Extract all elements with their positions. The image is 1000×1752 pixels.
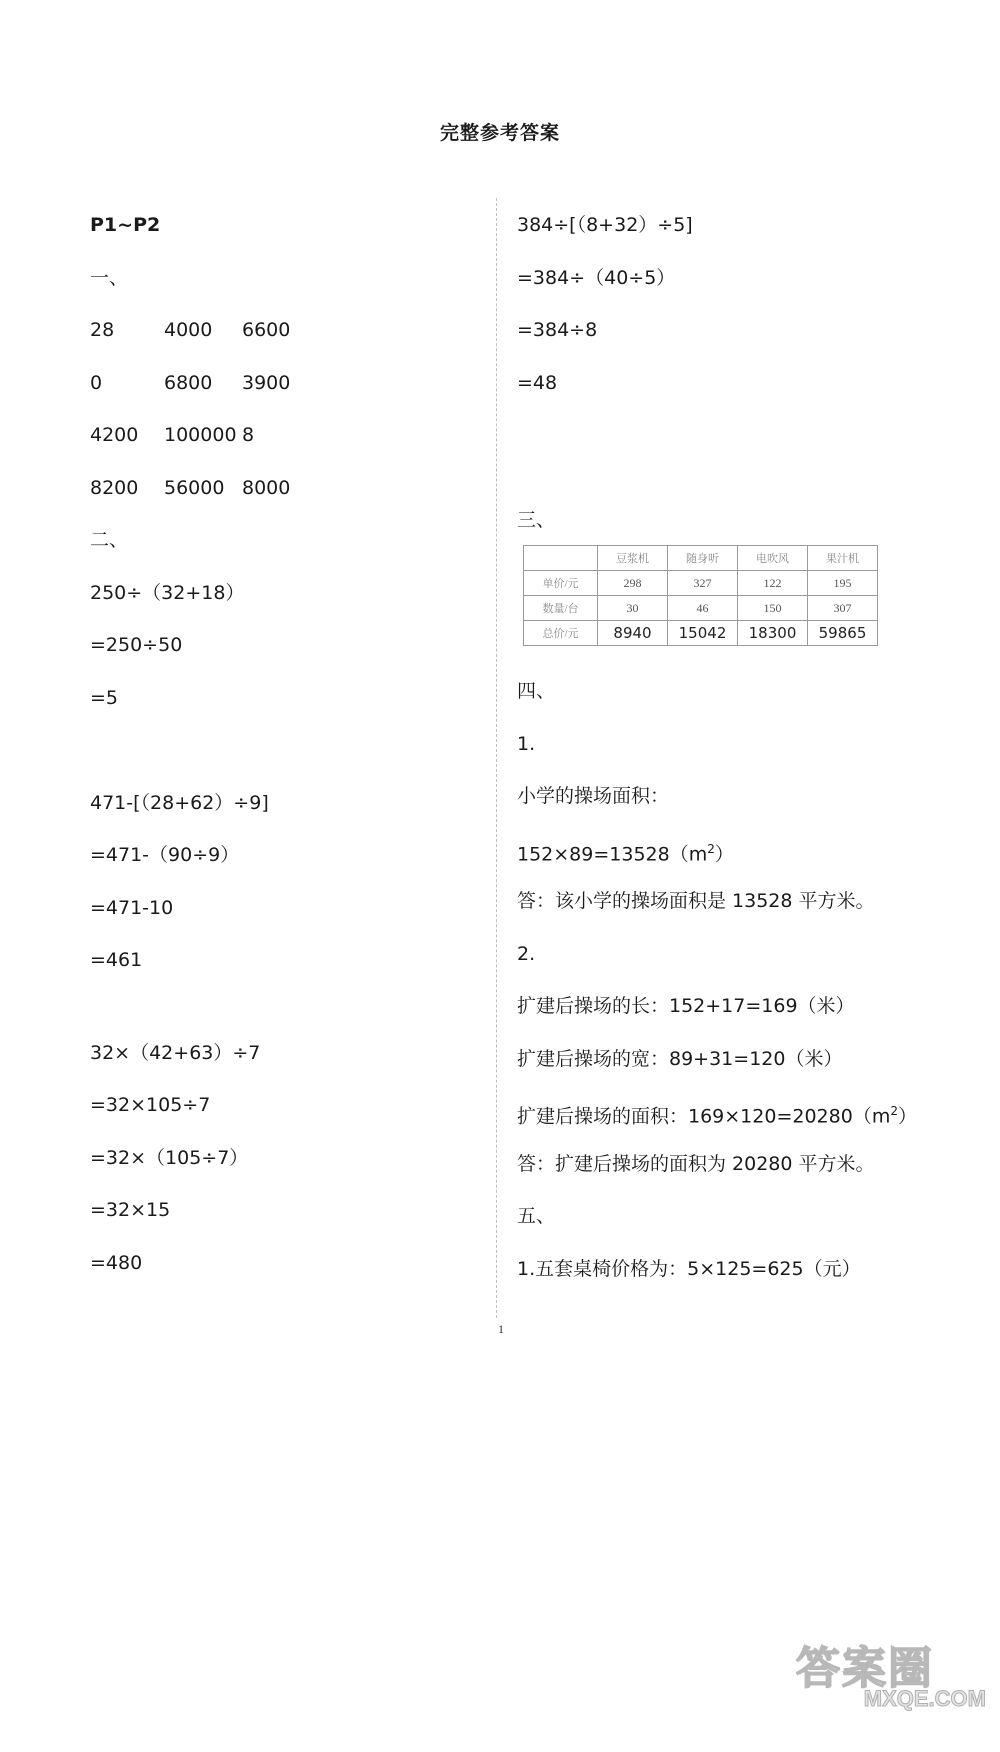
watermark-url: MXQE.COM (863, 1686, 986, 1711)
table-cell: 30 (598, 596, 668, 621)
page-title: 完整参考答案 (439, 122, 560, 144)
answer-line: 1.五套桌椅价格为：5×125=625（元） (517, 1257, 861, 1280)
answer-line: 答：扩建后操场的面积为 20280 平方米。 (517, 1152, 875, 1175)
price-table (523, 545, 878, 646)
watermark-glyphs: 答案圈 (796, 1643, 934, 1694)
page-number: 1 (498, 1322, 504, 1336)
calc-line: =32×（105÷7） (90, 1146, 249, 1169)
section-5-heading: 五、 (517, 1205, 556, 1227)
calc-line: =471-10 (90, 896, 174, 919)
table-cell: 327 (668, 571, 738, 596)
calc-line: 32×（42+63）÷7 (90, 1041, 261, 1064)
table-header-row (524, 546, 878, 571)
number-cell: 100000 (164, 424, 237, 446)
question-number: 2. (517, 942, 536, 965)
superscript: 2 (890, 1104, 898, 1118)
number-cell: 0 (90, 371, 103, 394)
number-cell: 6800 (164, 371, 213, 394)
superscript: 2 (707, 841, 715, 856)
number-cell: 8 (242, 424, 255, 446)
table-cell: 150 (738, 596, 808, 621)
table-cell: 122 (738, 571, 808, 596)
table-cell: 46 (668, 596, 738, 621)
calc-text: 扩建后操场的面积：169×120=20280（m (517, 1105, 891, 1128)
table-cell: 8940 (598, 621, 668, 646)
answer-line: 答：该小学的操场面积是 13528 平方米。 (517, 890, 875, 912)
table-header-cell: 果汁机 (808, 546, 878, 571)
number-cell: 8200 (90, 476, 139, 499)
table-row (524, 571, 878, 596)
question-number: 1. (517, 732, 536, 755)
table-cell (524, 546, 598, 571)
watermark-logo (796, 1632, 986, 1712)
spacer (517, 646, 937, 676)
spacer (90, 735, 470, 788)
table-row (524, 621, 878, 646)
calc-line: 384÷[（8+32）÷5] (517, 214, 693, 236)
row-label: 单价/元 (524, 571, 598, 596)
table-header-cell: 随身听 (668, 546, 738, 571)
spacer (90, 998, 470, 1038)
calc-line: =32×105÷7 (90, 1094, 211, 1116)
calc-line: =250÷50 (90, 634, 183, 656)
area-calc-line (517, 834, 937, 887)
spacer (517, 420, 937, 505)
number-cell: 3900 (242, 371, 291, 394)
answer-line: 扩建后操场的长：152+17=169（米） (517, 995, 855, 1017)
table-row (524, 596, 878, 621)
calc-line: =384÷8 (517, 319, 598, 341)
area-calc-line (517, 1096, 937, 1149)
number-row (90, 368, 470, 421)
calc-line: =5 (90, 686, 119, 709)
answer-line: 小学的操场面积： (517, 785, 670, 807)
number-row (90, 473, 470, 526)
calc-line: =384÷（40÷5） (517, 266, 676, 289)
calc-line: 250÷（32+18） (90, 581, 245, 604)
section-2-heading: 二、 (90, 529, 129, 551)
section-1-heading: 一、 (90, 266, 129, 289)
calc-line: =48 (517, 371, 558, 394)
number-cell: 28 (90, 319, 115, 341)
number-cell: 56000 (164, 476, 225, 499)
table-cell: 15042 (668, 621, 738, 646)
table-cell: 298 (598, 571, 668, 596)
row-label: 总价/元 (524, 621, 598, 646)
number-cell: 6600 (242, 319, 291, 341)
answer-line: 扩建后操场的宽：89+31=120（米） (517, 1047, 843, 1070)
calc-text: ） (714, 842, 734, 865)
calc-text: 152×89=13528（m (517, 842, 708, 865)
table-cell: 59865 (808, 621, 878, 646)
table-cell: 307 (808, 596, 878, 621)
number-row (90, 315, 470, 368)
number-cell: 4000 (164, 319, 213, 341)
number-cell: 4200 (90, 424, 139, 446)
calc-line: =461 (90, 949, 143, 971)
right-column (517, 210, 937, 1306)
number-row (90, 420, 470, 473)
calc-line: =471-（90÷9） (90, 844, 240, 866)
calc-line: 471-[（28+62）÷9] (90, 791, 269, 814)
calc-line: =32×15 (90, 1199, 171, 1221)
calc-text: ） (897, 1105, 917, 1128)
left-column (90, 210, 470, 1300)
number-cell: 8000 (242, 476, 291, 499)
section-3-heading: 三、 (517, 509, 556, 531)
section-4-heading: 四、 (517, 680, 556, 702)
table-cell: 18300 (738, 621, 808, 646)
page-range-heading: P1~P2 (90, 214, 161, 236)
calc-line: =480 (90, 1251, 143, 1274)
table-header-cell: 电吹风 (738, 546, 808, 571)
table-header-cell: 豆浆机 (598, 546, 668, 571)
row-label: 数量/台 (524, 596, 598, 621)
column-divider (496, 198, 497, 1318)
table-cell: 195 (808, 571, 878, 596)
